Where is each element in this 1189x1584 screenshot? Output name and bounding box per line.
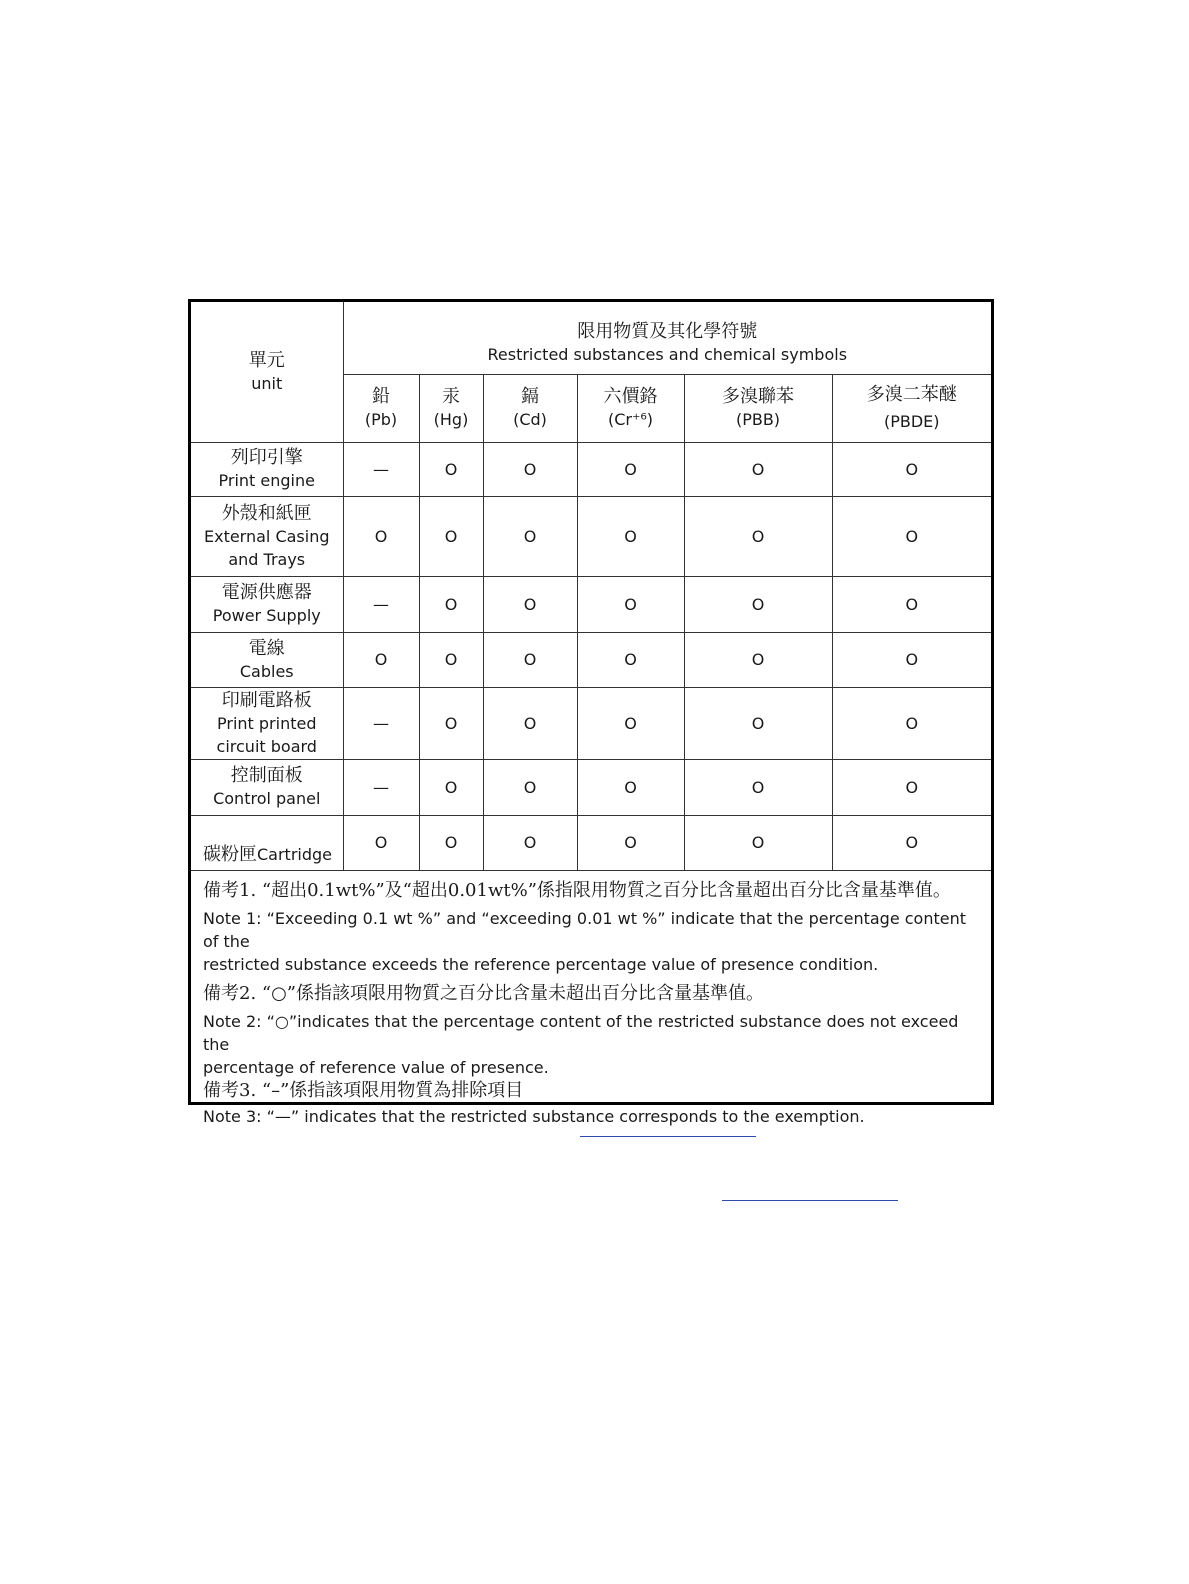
substances-header-zh: 限用物質及其化學符號 bbox=[577, 320, 758, 342]
row-label-zh: 列印引擎 bbox=[230, 447, 303, 468]
note-3-en: Note 3: “—” indicates that the restricted substance corresponds to the exemption. bbox=[203, 1106, 865, 1126]
table-cell: O bbox=[684, 815, 832, 870]
note-2-zh: 備考2. “○”係指該項限用物質之百分比含量未超出百分比含量基準值。 bbox=[203, 982, 765, 1004]
column-symbol: (PBB) bbox=[735, 410, 781, 429]
table-cell: O bbox=[419, 496, 483, 576]
note-1-zh: 備考1. “超出0.1wt%”及“超出0.01wt%”係指限用物質之百分比含量超出百分比含量基準值。 bbox=[203, 879, 951, 901]
table-cell: O bbox=[419, 687, 483, 759]
row-label bbox=[191, 576, 343, 632]
table-cell: O bbox=[577, 759, 684, 815]
table-cell: O bbox=[483, 687, 577, 759]
note-1-en: Note 1: “Exceeding 0.1 wt %” and “exceeding 0.01 wt %” indicate that the percentage content of the bbox=[203, 908, 966, 951]
table-row bbox=[191, 496, 991, 576]
link-underline-2[interactable] bbox=[722, 1200, 898, 1201]
table-cell: O bbox=[577, 442, 684, 496]
column-header-cr6 bbox=[577, 374, 684, 442]
rohs-table bbox=[191, 302, 991, 871]
note-1-en-cont: restricted substance exceeds the reference percentage value of presence condition. bbox=[203, 954, 879, 974]
table-cell: O bbox=[419, 442, 483, 496]
row-label bbox=[191, 815, 343, 870]
table-row bbox=[191, 632, 991, 687]
column-symbol: (Pb) bbox=[364, 410, 398, 429]
column-zh: 鉛 bbox=[372, 386, 390, 407]
table-cell: O bbox=[483, 815, 577, 870]
table-cell: O bbox=[832, 815, 991, 870]
header-row-1 bbox=[191, 302, 991, 374]
table-cell: — bbox=[343, 759, 419, 815]
table-cell: O bbox=[684, 576, 832, 632]
table-cell: — bbox=[343, 576, 419, 632]
table-cell: O bbox=[483, 496, 577, 576]
row-label-zh: 電線 bbox=[248, 637, 285, 659]
column-symbol: (PBDE) bbox=[883, 412, 940, 431]
table-cell: O bbox=[577, 632, 684, 687]
row-label-zh: 碳粉匣 bbox=[203, 843, 257, 865]
column-header-cd bbox=[483, 374, 577, 442]
unit-header-en: unit bbox=[251, 373, 283, 393]
table-row bbox=[191, 576, 991, 632]
table-cell: O bbox=[343, 496, 419, 576]
table-cell: — bbox=[343, 687, 419, 759]
column-header-pb bbox=[343, 374, 419, 442]
unit-header-zh: 單元 bbox=[248, 349, 285, 371]
column-symbol: (Cd) bbox=[513, 410, 547, 429]
unit-header bbox=[191, 302, 343, 442]
notes-section bbox=[191, 871, 991, 1128]
column-zh: 汞 bbox=[442, 386, 460, 407]
substances-header bbox=[343, 302, 991, 374]
table-cell: O bbox=[419, 759, 483, 815]
table-cell: O bbox=[832, 442, 991, 496]
table-row bbox=[191, 759, 991, 815]
table-row bbox=[191, 442, 991, 496]
table-cell: O bbox=[832, 632, 991, 687]
row-label-en: Power Supply bbox=[212, 606, 321, 625]
column-header-pbde bbox=[832, 374, 991, 442]
row-label-en: Cartridge bbox=[257, 844, 333, 864]
table-cell: O bbox=[832, 759, 991, 815]
row-label-en: External Casing bbox=[203, 526, 330, 546]
column-zh: 鎘 bbox=[521, 386, 539, 407]
column-symbol: (Hg) bbox=[433, 410, 469, 429]
row-label-en: Print engine bbox=[218, 471, 315, 490]
column-symbol: (Cr⁺⁶) bbox=[607, 410, 654, 429]
row-label-zh: 外殼和紙匣 bbox=[221, 502, 312, 524]
table-cell: O bbox=[483, 759, 577, 815]
table-cell: O bbox=[419, 815, 483, 870]
table-cell: O bbox=[832, 576, 991, 632]
table-cell: O bbox=[832, 496, 991, 576]
column-zh: 六價鉻 bbox=[603, 386, 658, 407]
table-row bbox=[191, 815, 991, 870]
table-cell: — bbox=[343, 442, 419, 496]
table-cell: O bbox=[419, 632, 483, 687]
table-cell: O bbox=[577, 687, 684, 759]
row-label bbox=[191, 632, 343, 687]
table-cell: O bbox=[684, 759, 832, 815]
row-label-en: Print printed bbox=[217, 713, 317, 733]
rohs-table-frame bbox=[188, 299, 994, 1126]
row-label-en: circuit board bbox=[216, 736, 317, 756]
table-cell: O bbox=[483, 442, 577, 496]
row-label-zh: 控制面板 bbox=[230, 765, 303, 786]
table-cell: O bbox=[577, 815, 684, 870]
row-label-zh: 印刷電路板 bbox=[221, 689, 312, 711]
table-cell: O bbox=[684, 687, 832, 759]
table-cell: O bbox=[577, 496, 684, 576]
row-label-en: Control panel bbox=[213, 789, 321, 808]
row-label-zh: 電源供應器 bbox=[221, 582, 312, 603]
column-zh: 多溴聯苯 bbox=[722, 386, 794, 407]
table-cell: O bbox=[343, 632, 419, 687]
row-label-en: and Trays bbox=[228, 549, 306, 569]
row-label-en: Cables bbox=[239, 661, 294, 681]
column-header-pbb bbox=[684, 374, 832, 442]
table-cell: O bbox=[343, 815, 419, 870]
table-cell: O bbox=[684, 496, 832, 576]
table-cell: O bbox=[483, 576, 577, 632]
row-label bbox=[191, 442, 343, 496]
table-row bbox=[191, 687, 991, 759]
column-header-hg bbox=[419, 374, 483, 442]
note-3-zh: 備考3. “–”係指該項限用物質為排除項目 bbox=[203, 1079, 524, 1101]
link-underline-1[interactable] bbox=[580, 1136, 756, 1137]
note-2-en-cont: percentage of reference value of presence. bbox=[203, 1057, 549, 1077]
table-cell: O bbox=[483, 632, 577, 687]
row-label bbox=[191, 496, 343, 576]
table-cell: O bbox=[419, 576, 483, 632]
column-zh: 多溴二苯醚 bbox=[866, 384, 957, 405]
row-label bbox=[191, 759, 343, 815]
table-cell: O bbox=[684, 632, 832, 687]
substances-header-en: Restricted substances and chemical symbols bbox=[487, 344, 848, 364]
note-2-en: Note 2: “○”indicates that the percentage content of the restricted substance does not exceed the bbox=[203, 1011, 959, 1054]
table-cell: O bbox=[577, 576, 684, 632]
row-label bbox=[191, 687, 343, 759]
table-cell: O bbox=[832, 687, 991, 759]
table-cell: O bbox=[684, 442, 832, 496]
